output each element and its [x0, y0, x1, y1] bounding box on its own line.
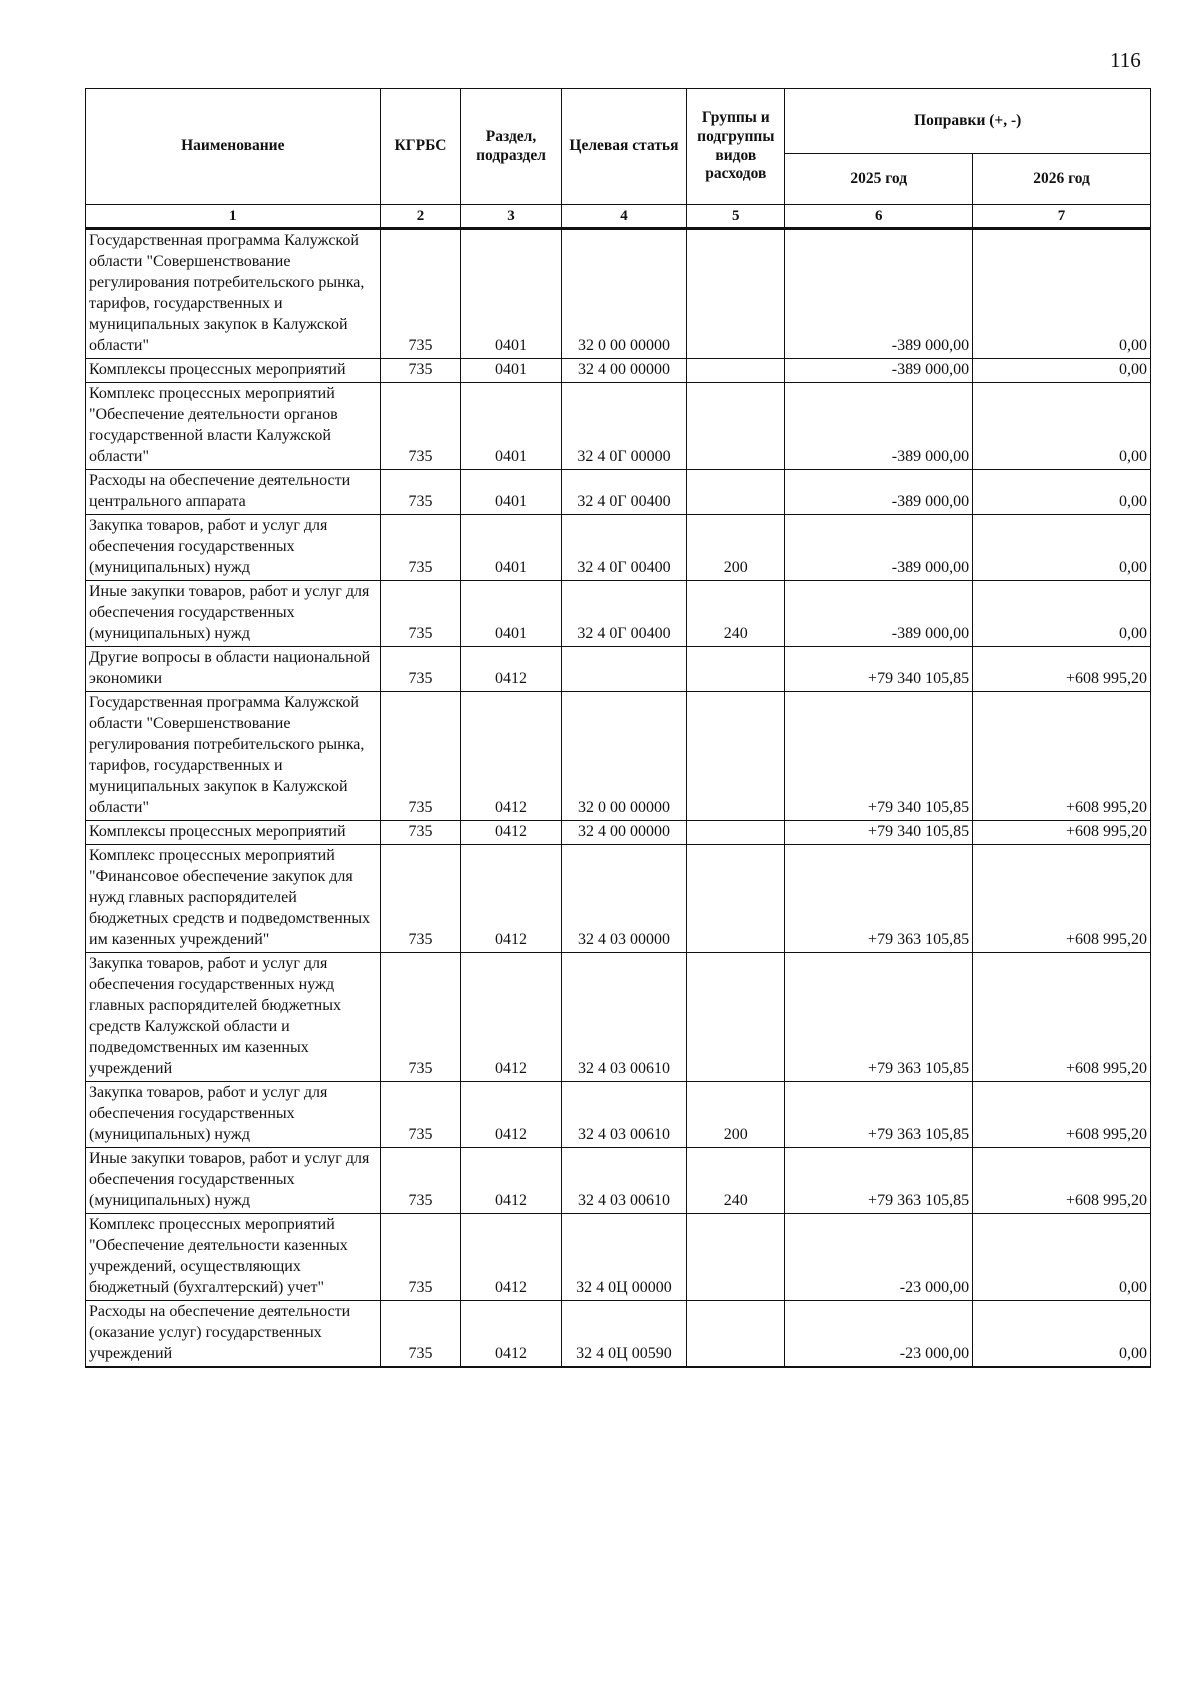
row-group — [687, 953, 785, 1082]
row-amount-2025: -389 000,00 — [785, 359, 973, 383]
row-name: Другие вопросы в области национальной экономики — [86, 647, 381, 692]
table-row — [86, 470, 1151, 515]
row-amount-2026: +608 995,20 — [973, 845, 1151, 953]
row-kgrbs: 735 — [380, 1214, 461, 1301]
table-row — [86, 647, 1151, 692]
row-amount-2025: +79 363 105,85 — [785, 1148, 973, 1214]
row-name: Государственная программа Калужской области "Совершенствование регулирования потребительского рынка, тарифов, государственных и муниципальных закупок в Калужской области" — [86, 229, 381, 359]
row-kgrbs: 735 — [380, 229, 461, 359]
header-kgrbs: КГРБС — [380, 89, 461, 205]
row-group: 200 — [687, 1082, 785, 1148]
table-row — [86, 359, 1151, 383]
row-kgrbs: 735 — [380, 470, 461, 515]
row-kgrbs: 735 — [380, 821, 461, 845]
header-groups: Группы и подгруппы видов расходов — [687, 89, 785, 205]
row-group — [687, 1301, 785, 1368]
row-name: Иные закупки товаров, работ и услуг для обеспечения государственных (муниципальных) нужд — [86, 581, 381, 647]
row-amount-2025: -389 000,00 — [785, 515, 973, 581]
row-name: Расходы на обеспечение деятельности центрального аппарата — [86, 470, 381, 515]
row-name: Закупка товаров, работ и услуг для обеспечения государственных (муниципальных) нужд — [86, 1082, 381, 1148]
row-group — [687, 821, 785, 845]
row-amount-2026: 0,00 — [973, 515, 1151, 581]
row-target: 32 4 00 00000 — [561, 821, 686, 845]
row-section: 0412 — [461, 1148, 561, 1214]
table-row — [86, 581, 1151, 647]
table-row — [86, 692, 1151, 821]
column-number: 3 — [461, 205, 561, 229]
row-name: Комплекс процессных мероприятий "Обеспечение деятельности казенных учреждений, осуществляющих бюджетный (бухгалтерский) учет" — [86, 1214, 381, 1301]
row-amount-2025: +79 340 105,85 — [785, 821, 973, 845]
row-amount-2025: +79 340 105,85 — [785, 647, 973, 692]
row-kgrbs: 735 — [380, 647, 461, 692]
row-name: Иные закупки товаров, работ и услуг для обеспечения государственных (муниципальных) нужд — [86, 1148, 381, 1214]
row-target: 32 0 00 00000 — [561, 229, 686, 359]
row-section: 0401 — [461, 470, 561, 515]
row-section: 0401 — [461, 581, 561, 647]
column-number: 1 — [86, 205, 381, 229]
table-row — [86, 845, 1151, 953]
row-amount-2025: -389 000,00 — [785, 470, 973, 515]
header-amendments: Поправки (+, -) — [785, 89, 1151, 154]
row-section: 0412 — [461, 1301, 561, 1368]
row-group: 240 — [687, 581, 785, 647]
row-section: 0412 — [461, 821, 561, 845]
row-target: 32 4 0Г 00400 — [561, 515, 686, 581]
row-name: Закупка товаров, работ и услуг для обеспечения государственных нужд главных распорядителей бюджетных средств Калужской области и подведомственных им казенных учреждений — [86, 953, 381, 1082]
row-name: Комплекс процессных мероприятий "Финансовое обеспечение закупок для нужд главных распорядителей бюджетных средств и подведомственных им казенных учреждений" — [86, 845, 381, 953]
row-target: 32 4 03 00610 — [561, 1082, 686, 1148]
row-amount-2026: +608 995,20 — [973, 953, 1151, 1082]
table-row — [86, 1214, 1151, 1301]
header-year-2026: 2026 год — [973, 154, 1151, 205]
row-kgrbs: 735 — [380, 1082, 461, 1148]
row-name: Закупка товаров, работ и услуг для обеспечения государственных (муниципальных) нужд — [86, 515, 381, 581]
row-section: 0412 — [461, 1214, 561, 1301]
row-group — [687, 845, 785, 953]
row-amount-2025: -23 000,00 — [785, 1214, 973, 1301]
row-target: 32 4 00 00000 — [561, 359, 686, 383]
table-row — [86, 515, 1151, 581]
row-kgrbs: 735 — [380, 692, 461, 821]
row-amount-2026: +608 995,20 — [973, 1082, 1151, 1148]
row-target: 32 4 03 00610 — [561, 1148, 686, 1214]
row-amount-2025: +79 363 105,85 — [785, 953, 973, 1082]
row-amount-2026: 0,00 — [973, 581, 1151, 647]
row-target: 32 4 0Г 00000 — [561, 383, 686, 470]
row-amount-2026: 0,00 — [973, 1214, 1151, 1301]
row-amount-2026: 0,00 — [973, 470, 1151, 515]
row-section: 0412 — [461, 647, 561, 692]
table-row — [86, 821, 1151, 845]
row-kgrbs: 735 — [380, 845, 461, 953]
row-target: 32 4 0Ц 00590 — [561, 1301, 686, 1368]
row-amount-2025: -23 000,00 — [785, 1301, 973, 1368]
table-row — [86, 383, 1151, 470]
table-row — [86, 1301, 1151, 1368]
row-section: 0412 — [461, 692, 561, 821]
table-row — [86, 229, 1151, 359]
row-target — [561, 647, 686, 692]
row-amount-2026: 0,00 — [973, 383, 1151, 470]
row-kgrbs: 735 — [380, 515, 461, 581]
row-kgrbs: 735 — [380, 383, 461, 470]
header-section: Раздел, подраздел — [461, 89, 561, 205]
row-group — [687, 470, 785, 515]
row-kgrbs: 735 — [380, 1301, 461, 1368]
table-row — [86, 953, 1151, 1082]
row-target: 32 4 0Г 00400 — [561, 470, 686, 515]
header-name: Наименование — [86, 89, 381, 205]
row-group — [687, 1214, 785, 1301]
row-group: 200 — [687, 515, 785, 581]
column-number: 2 — [380, 205, 461, 229]
row-section: 0412 — [461, 845, 561, 953]
row-amount-2025: +79 340 105,85 — [785, 692, 973, 821]
row-name: Расходы на обеспечение деятельности (оказание услуг) государственных учреждений — [86, 1301, 381, 1368]
row-group — [687, 359, 785, 383]
row-group — [687, 692, 785, 821]
row-kgrbs: 735 — [380, 1148, 461, 1214]
row-amount-2026: +608 995,20 — [973, 1148, 1151, 1214]
row-section: 0412 — [461, 953, 561, 1082]
column-number: 4 — [561, 205, 686, 229]
row-amount-2025: +79 363 105,85 — [785, 1082, 973, 1148]
row-name: Комплексы процессных мероприятий — [86, 359, 381, 383]
budget-table — [85, 88, 1151, 1368]
row-section: 0401 — [461, 359, 561, 383]
row-amount-2025: +79 363 105,85 — [785, 845, 973, 953]
row-kgrbs: 735 — [380, 953, 461, 1082]
row-group — [687, 383, 785, 470]
row-group: 240 — [687, 1148, 785, 1214]
table-row — [86, 1082, 1151, 1148]
row-name: Государственная программа Калужской области "Совершенствование регулирования потребительского рынка, тарифов, государственных и муниципальных закупок в Калужской области" — [86, 692, 381, 821]
row-amount-2025: -389 000,00 — [785, 581, 973, 647]
table-row — [86, 1148, 1151, 1214]
row-amount-2026: +608 995,20 — [973, 647, 1151, 692]
row-amount-2026: 0,00 — [973, 359, 1151, 383]
row-group — [687, 647, 785, 692]
row-amount-2025: -389 000,00 — [785, 383, 973, 470]
page-number: 116 — [1110, 48, 1141, 72]
column-number: 6 — [785, 205, 973, 229]
row-name: Комплексы процессных мероприятий — [86, 821, 381, 845]
row-kgrbs: 735 — [380, 359, 461, 383]
row-amount-2026: +608 995,20 — [973, 821, 1151, 845]
row-amount-2026: 0,00 — [973, 229, 1151, 359]
header-target: Целевая статья — [561, 89, 686, 205]
row-group — [687, 229, 785, 359]
row-target: 32 4 03 00610 — [561, 953, 686, 1082]
row-section: 0412 — [461, 1082, 561, 1148]
header-year-2025: 2025 год — [785, 154, 973, 205]
row-kgrbs: 735 — [380, 581, 461, 647]
row-target: 32 4 0Г 00400 — [561, 581, 686, 647]
row-amount-2026: 0,00 — [973, 1301, 1151, 1368]
row-section: 0401 — [461, 515, 561, 581]
row-target: 32 4 0Ц 00000 — [561, 1214, 686, 1301]
row-section: 0401 — [461, 229, 561, 359]
row-name: Комплекс процессных мероприятий "Обеспечение деятельности органов государственной власти Калужской области" — [86, 383, 381, 470]
row-amount-2025: -389 000,00 — [785, 229, 973, 359]
row-target: 32 4 03 00000 — [561, 845, 686, 953]
column-number: 5 — [687, 205, 785, 229]
row-amount-2026: +608 995,20 — [973, 692, 1151, 821]
row-section: 0401 — [461, 383, 561, 470]
row-target: 32 0 00 00000 — [561, 692, 686, 821]
column-number: 7 — [973, 205, 1151, 229]
